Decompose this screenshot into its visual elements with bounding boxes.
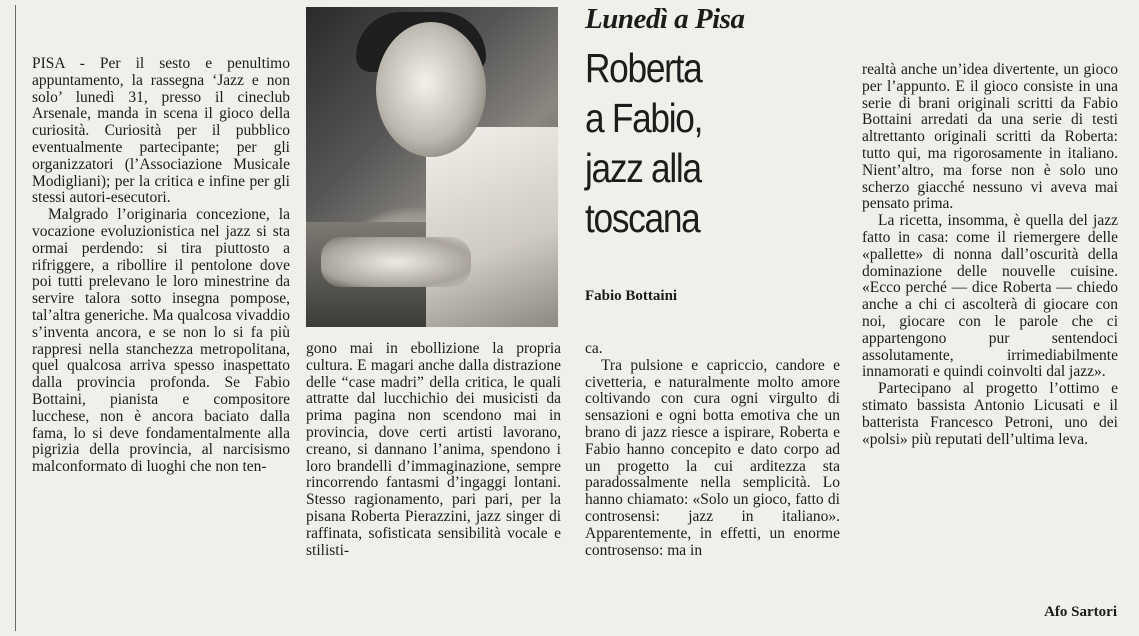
- headline-line: toscana: [585, 195, 700, 241]
- pianist-photo: [306, 7, 558, 327]
- headline-line: a Fabio,: [585, 95, 703, 141]
- article-column-4: [862, 62, 1118, 448]
- byline: Fabio Bottaini: [585, 288, 678, 304]
- paragraph: Partecipano al progetto l’ottimo e stimato bassista Antonio Licusati e il batterista Francesco Petroni, uno dei «polsi» più reputati dell’ultima leva.: [862, 380, 1118, 448]
- article-column-1: [32, 56, 290, 476]
- kicker: Lunedì a Pisa: [585, 3, 745, 35]
- headline-line: jazz alla: [585, 145, 701, 191]
- paragraph: realtà anche un’idea divertente, un gioco per l’appunto. E il gioco consiste in una serie di brani originali scritti da Fabio Bottaini arredati da una serie di testi altrettanto originali scritti da Roberta: tutto qui, ma rigorosamente in italiano. Nient’altro, ma forse non è solo uno scherzo giacché nessuno vi aveva mai pensato prima.: [862, 61, 1118, 213]
- paragraph: Malgrado l’originaria concezione, la vocazione evoluzionistica nel jazz si sta ormai perdendo: si tira piuttosto a rifriggere, a ribollire il pentolone dove poi tutti prelevano le loro minestrine da servire talora sotto insegna pompose, tal’altra generiche. Ma qualcosa vivaddio s’inventa ancora, e se non lo si fa più rappresi nella stanchezza metropolitana, quel qualcosa arriva spesso inaspettato dalla provincia profonda. Se Fabio Bottaini, pianista e compositore lucchese, non è ancora baciato dalla fama, lo si deve fondamentalmente alla pigrizia della provincia, al narcisismo malconformato di luoghi che non ten-: [32, 206, 290, 476]
- headline: [585, 43, 809, 243]
- paragraph: PISA - Per il sesto e penultimo appuntamento, la rassegna ‘Jazz e non solo’ lunedì 31, presso il cineclub Arsenale, manda in scena il gioco della curiosità. Curiosità per il pubblico eventualmente partecipante; per gli organizzatori (l’Associazione Musicale Modigliani); per la critica e infine per gli stessi autori-esecutori.: [32, 55, 290, 207]
- article-column-2: [306, 341, 561, 559]
- face-shape: [376, 22, 486, 157]
- shirt-shape: [426, 127, 558, 327]
- author-signature: Afo Sartori: [1044, 604, 1117, 620]
- article-column-3: [585, 341, 840, 559]
- hands-shape: [321, 237, 471, 287]
- paragraph: ca.: [585, 340, 603, 357]
- column-rule: [15, 5, 16, 631]
- headline-line: Roberta: [585, 45, 702, 91]
- paragraph: Tra pulsione e capriccio, candore e civetteria, e naturalmente molto amore coltivando con cura ogni virgulto di sensazioni e ogni botta emotiva che un brano di jazz riesce a ispirare, Roberta e Fabio hanno concepito e dato corpo ad un progetto la cui arditezza sta paradossalmente nella semplicità. Lo hanno chiamato: «Solo un gioco, fatto di controsensi: jazz in italiano». Apparentemente, in effetti, un enorme controsenso: ma in: [585, 356, 840, 559]
- paragraph: gono mai in ebollizione la propria cultura. E magari anche dalla distrazione delle “case madri” della critica, le quali attratte dal lucchichio dei musicisti da prima pagina non scendono mai in provincia, dove certi artisti lavorano, creano, si dannano l’anima, spendono i loro brandelli d’immaginazione, sempre rincorrendo fantasmi d’ingaggi lontani. Stesso ragionamento, pari pari, per la pisana Roberta Pierazzini, jazz singer di raffinata, sofisticata sensibilità vocale e stilisti-: [306, 340, 561, 559]
- paragraph: La ricetta, insomma, è quella del jazz fatto in casa: come il riemergere delle «pallette» di nonna dall’oscurità della dominazione delle nouvelle cuisine. «Ecco perché — dice Roberta — chiedo anche a chi ci ascolterà di giocare con noi, giocare con le parole che ci appartengono pur sentendoci assolutamente, irrimediabilmente innamorati e quindi coinvolti dal jazz».: [862, 212, 1118, 381]
